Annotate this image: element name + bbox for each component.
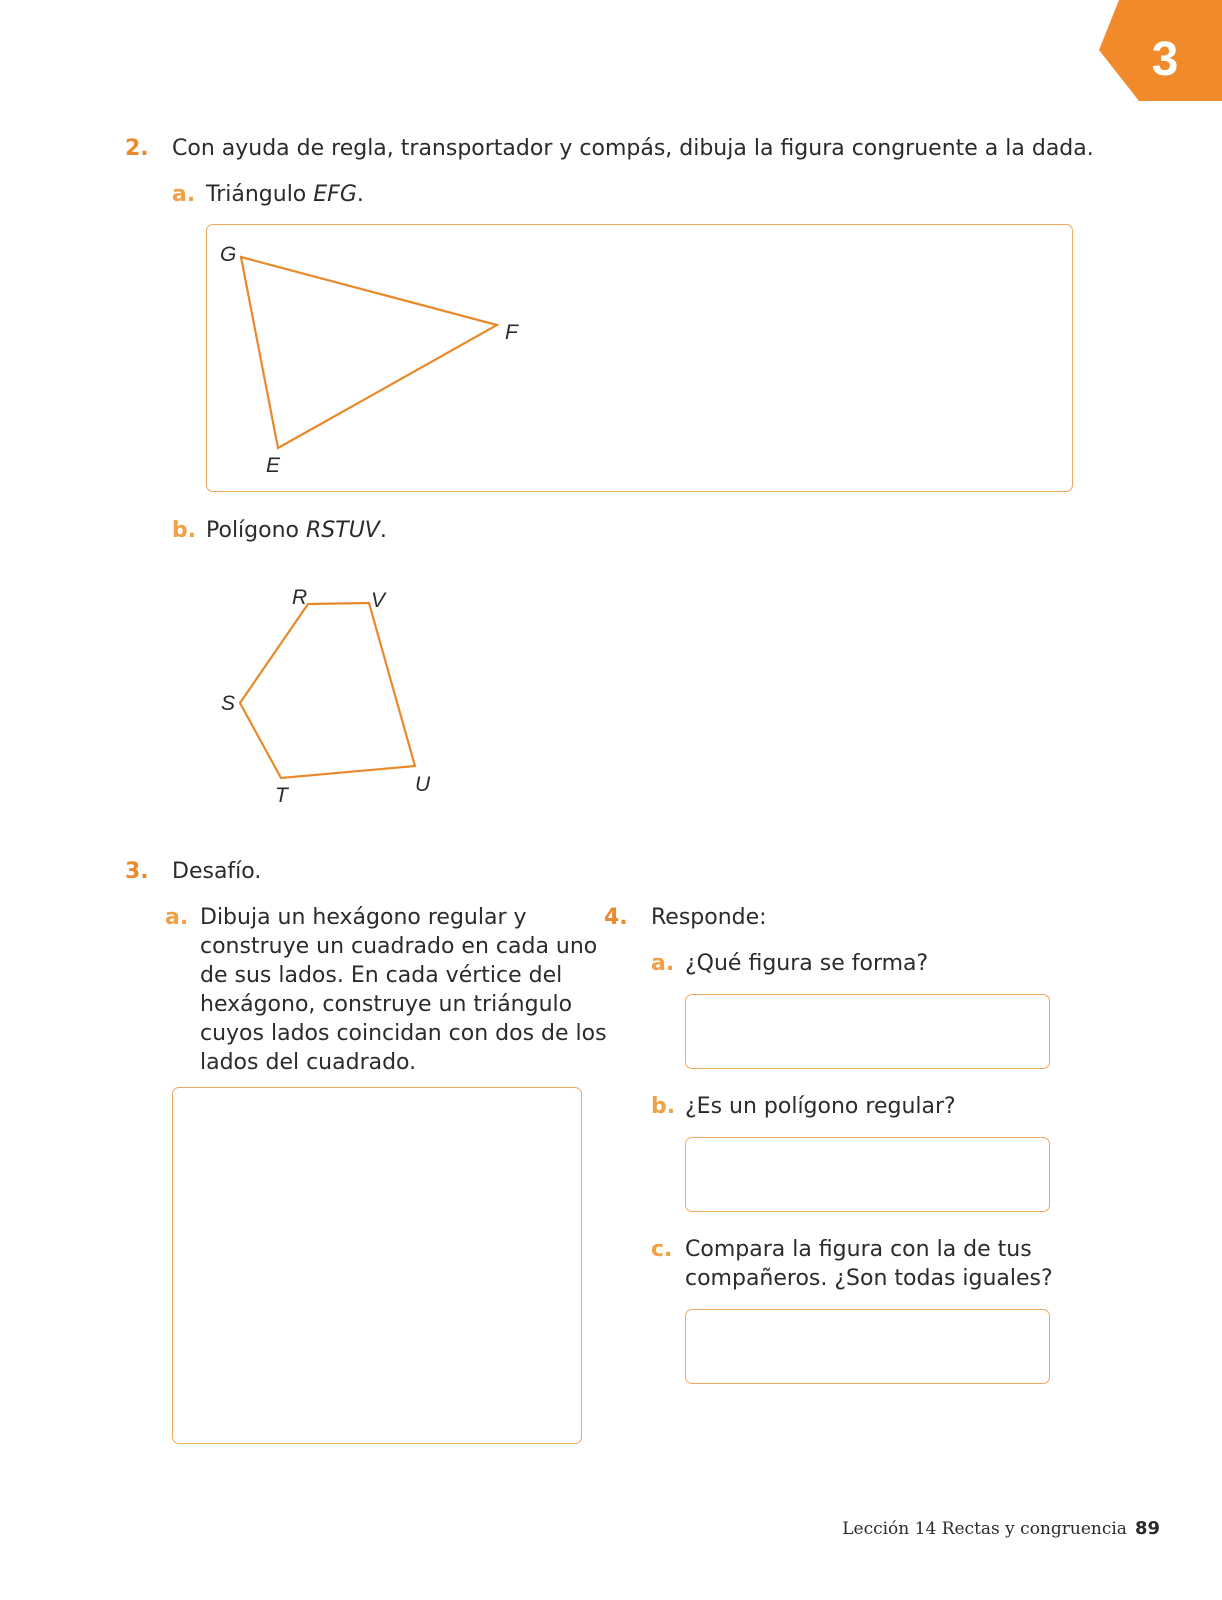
triangle-name: EFG [313,182,357,207]
question-4b-text: ¿Es un polígono regular? [685,1094,956,1119]
vertex-label-r: R [292,586,308,609]
page-number: 89 [1134,1518,1160,1539]
drawing-box-hexagon[interactable] [172,1087,582,1444]
footer-lesson-label: Lección [842,1519,910,1539]
vertex-label-g: G [220,243,237,266]
question-2a-letter: a. [172,182,196,207]
question-2b-letter: b. [172,518,197,543]
vertex-label-s: S [221,692,236,715]
question-4-title: Responde: [651,905,767,930]
question-3a-letter: a. [165,905,189,930]
chapter-tab [1099,0,1222,101]
question-4a-text: ¿Qué figura se forma? [685,951,929,976]
polygon-name: RSTUV [306,518,380,543]
question-4c-line: Compara la figura con la de tus [685,1237,1032,1262]
answer-box-4b[interactable] [685,1137,1050,1212]
question-2-text: Con ayuda de regla, transportador y compás, dibuja la figura congruente a la dada. [172,136,1094,161]
answer-box-4a[interactable] [685,994,1050,1069]
question-3a-line: cuyos lados coincidan con dos de los [200,1021,607,1046]
footer-lesson-title: Rectas y congruencia [941,1519,1127,1539]
answer-box-4c[interactable] [685,1309,1050,1384]
vertex-label-f: F [505,321,518,344]
question-3a-line: Dibuja un hexágono regular y [200,905,527,930]
question-3-number: 3. [125,859,149,884]
vertex-label-v: V [371,589,386,612]
question-3a-line: construye un cuadrado en cada uno [200,934,598,959]
polygon-rstuv [240,603,415,778]
question-4c-line: compañeros. ¿Son todas iguales? [685,1266,1053,1291]
question-3a-line: de sus lados. En cada vértice del [200,963,563,988]
footer-lesson-number: 14 [914,1519,937,1539]
question-2-number: 2. [125,136,149,161]
question-2a-end: . [356,182,364,207]
question-4b-letter: b. [651,1094,676,1119]
vertex-label-e: E [266,454,281,477]
vertex-label-u: U [415,773,431,796]
question-4c-letter: c. [651,1237,673,1262]
question-2b-end: . [379,518,387,543]
question-3-title: Desafío. [172,859,262,884]
question-2b-text [206,516,387,545]
question-2a-text [206,180,364,209]
question-3a-line: hexágono, construye un triángulo [200,992,573,1017]
chapter-number: 3 [1151,33,1179,86]
question-4c-text [685,1235,1053,1293]
question-4-number: 4. [604,905,628,930]
drawing-box-triangle[interactable] [206,224,1073,492]
question-2b-label: Polígono [206,518,306,543]
question-2a-label: Triángulo [206,182,314,207]
drawing-box-polygon[interactable] [206,560,1073,828]
page-footer [700,1518,1160,1539]
vertex-label-t: T [275,784,288,807]
question-3a-text [200,903,607,1077]
question-3a-line: lados del cuadrado. [200,1050,417,1075]
question-4a-letter: a. [651,951,675,976]
